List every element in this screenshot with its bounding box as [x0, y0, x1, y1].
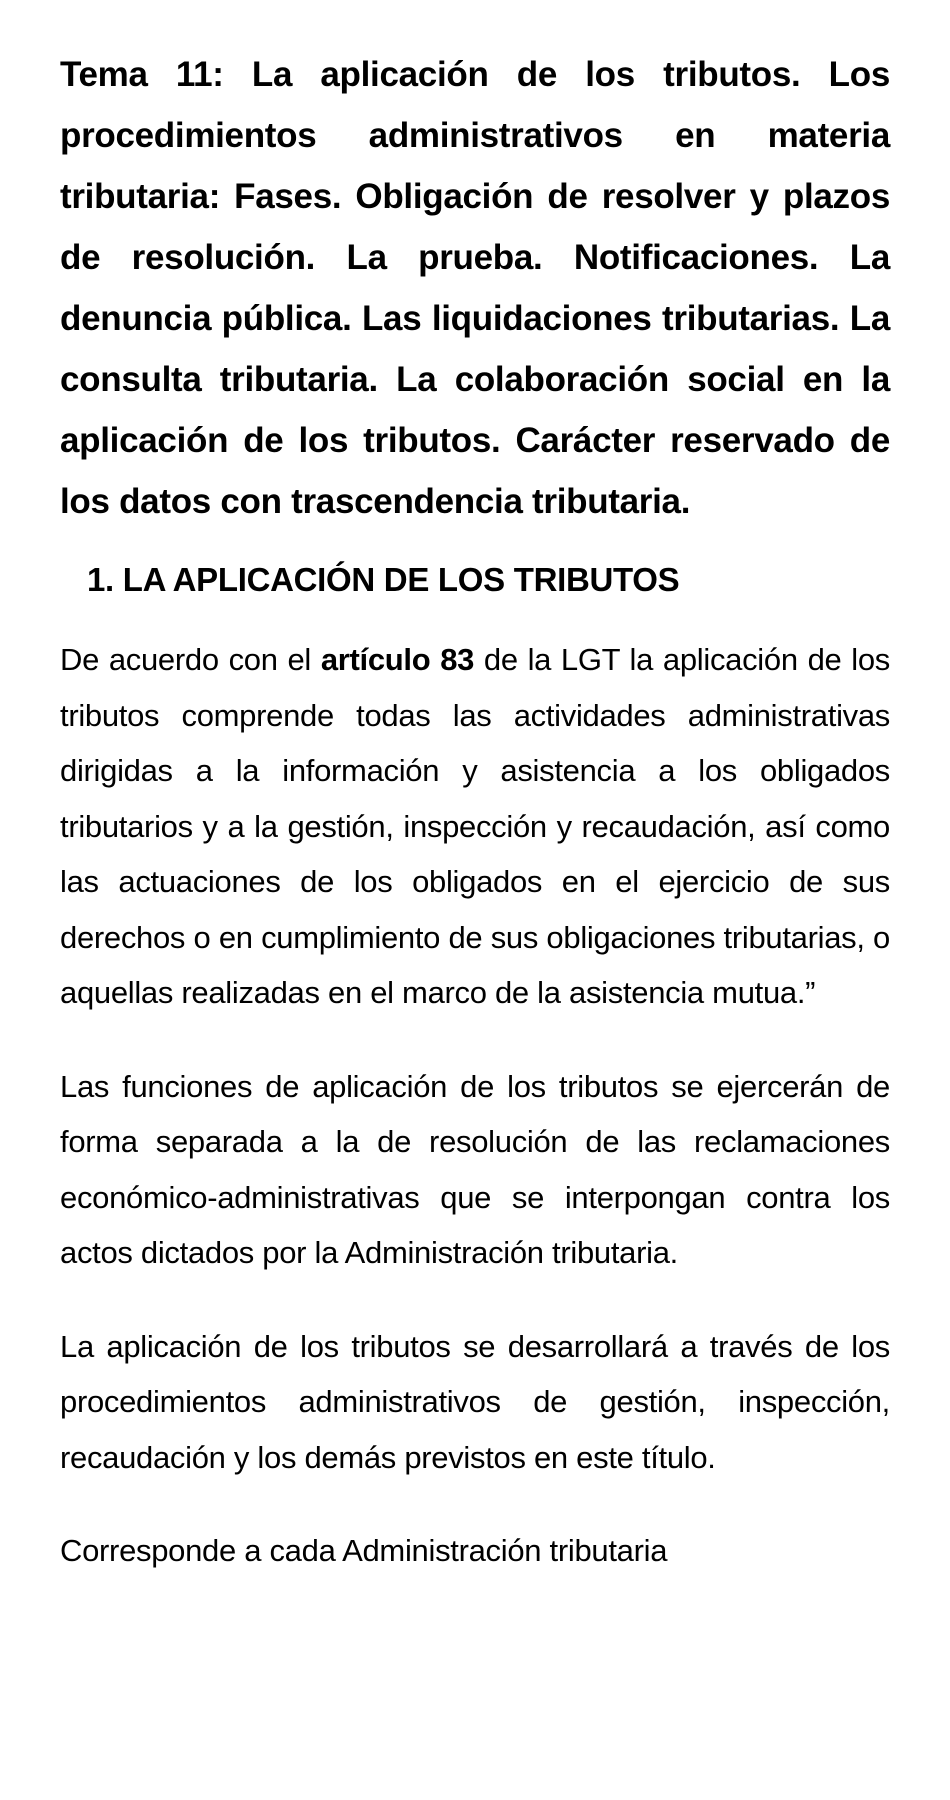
section-heading: 1. LA APLICACIÓN DE LOS TRIBUTOS	[87, 561, 680, 598]
paragraph-administration: Corresponde a cada Administración tributaria	[60, 1533, 668, 1568]
document-page	[60, 44, 890, 1579]
paragraph-text: de la LGT la aplicación de los tributos comprende todas las actividades administrativas dirigidas a la información y asistencia a los obligados tributarios y a la gestión, inspección y recaudación, así como las actuaciones de los obligados en el ejercicio de sus derechos o en cumplimiento de sus obligaciones tributarias, o aquellas realizadas en el marco de la asistencia mutua.”	[60, 642, 890, 1010]
paragraph-text: De acuerdo con el	[60, 642, 321, 677]
paragraph-procedures: La aplicación de los tributos se desarrollará a través de los procedimientos administrativos de gestión, inspección, recaudación y los demás previstos en este título.	[60, 1328, 890, 1475]
article-reference: artículo 83	[320, 642, 475, 677]
paragraph-separate-functions: Las funciones de aplicación de los tributos se ejercerán de forma separada a la de resolución de las reclamaciones económico-administrativas que se interpongan contra los actos dictados por la Administración tributaria.	[60, 1068, 890, 1270]
paragraph-article-83	[60, 632, 890, 1021]
document-title: Tema 11: La aplicación de los tributos. Los procedimientos administrativos en materia tributaria: Fases. Obligación de resolver y plazos de resolución. La prueba. Notificaciones. La denuncia pública. Las liquidaciones tributarias. La consulta tributaria. La colaboración social en la aplicación de los tributos. Carácter reservado de los datos con trascendencia tributaria.	[60, 55, 890, 521]
